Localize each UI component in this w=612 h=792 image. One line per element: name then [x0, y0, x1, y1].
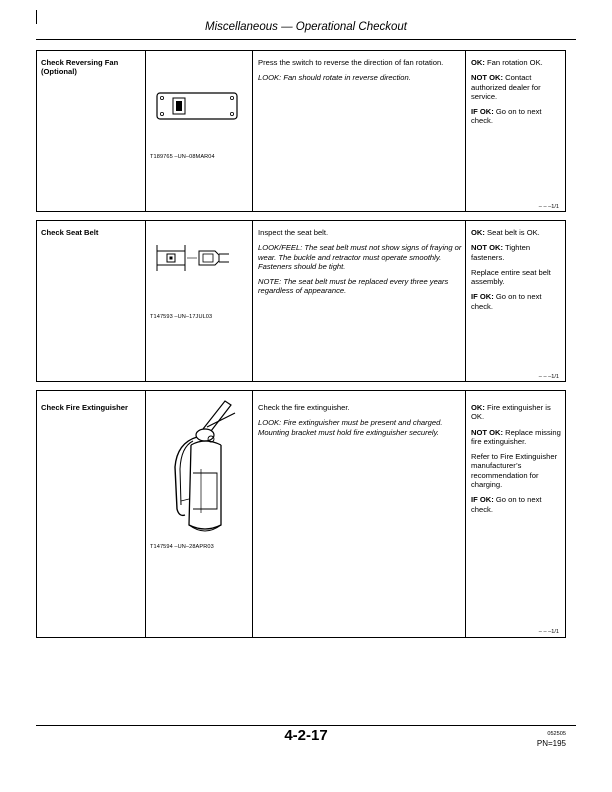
section-instructions	[258, 58, 462, 89]
header-rule	[36, 39, 576, 40]
pn-number: PN=195	[536, 739, 566, 748]
image-code: T147593 –UN–17JUL03	[150, 314, 213, 320]
column-divider	[145, 391, 146, 637]
section-instructions	[258, 228, 462, 302]
section-title: Check Reversing Fan (Optional)	[41, 58, 119, 77]
doc-code: 052505	[547, 731, 566, 737]
column-divider	[252, 221, 253, 381]
column-divider	[145, 51, 146, 211]
look-text: LOOK/FEEL: The seat belt must not show signs of fraying or wear. The buckle and retractor must operate smoothly. Fasteners should be tight.	[258, 243, 462, 271]
note-text: NOTE: The seat belt must be replaced every three years regardless of appearance.	[258, 277, 449, 296]
image-code: T189765 –UN–08MAR04	[150, 154, 215, 160]
fire-extinguisher-illustration	[163, 397, 239, 537]
result-not-ok: NOT OK: Contact authorized dealer for service.	[471, 73, 541, 101]
section-fire-extinguisher	[36, 390, 566, 638]
result-if-ok: IF OK: Go on to next check.	[471, 107, 542, 126]
result-ok: OK: Fire extinguisher is OK.	[471, 403, 551, 422]
result-if-ok: IF OK: Go on to next check.	[471, 495, 542, 514]
section-results	[471, 403, 561, 520]
page-header-title: Miscellaneous — Operational Checkout	[205, 21, 407, 33]
section-results	[471, 228, 561, 317]
column-divider	[465, 221, 466, 381]
section-title: Check Seat Belt	[41, 228, 99, 237]
result-replace: Replace entire seat belt assembly.	[471, 267, 551, 287]
instruction-text: Check the fire extinguisher.	[258, 403, 350, 412]
page-number: 4-2-17	[284, 727, 328, 744]
column-divider	[145, 221, 146, 381]
end-mark: – – –1/1	[538, 204, 559, 210]
section-instructions	[258, 403, 462, 443]
section-reversing-fan	[36, 50, 566, 212]
seat-belt-illustration	[155, 243, 239, 273]
result-if-ok: IF OK: Go on to next check.	[471, 292, 542, 311]
instruction-text: Inspect the seat belt.	[258, 228, 329, 237]
result-ok: OK: Seat belt is OK.	[471, 228, 540, 237]
column-divider	[465, 391, 466, 637]
footer-rule	[36, 725, 576, 726]
section-title: Check Fire Extinguisher	[41, 403, 128, 412]
result-refer: Refer to Fire Extinguisher manufacturer’s recommendation for charging.	[471, 452, 558, 490]
end-mark: – – –1/1	[538, 629, 559, 635]
result-not-ok: NOT OK: Replace missing fire extinguisher.	[471, 427, 561, 446]
result-ok: OK: Fan rotation OK.	[471, 58, 543, 67]
image-code: T147594 –UN–28APR03	[150, 544, 214, 550]
instruction-text: Press the switch to reverse the direction of fan rotation.	[258, 58, 444, 67]
section-seat-belt	[36, 220, 566, 382]
fan-switch-illustration	[155, 89, 239, 129]
section-results	[471, 58, 561, 132]
result-not-ok: NOT OK: Tighten fasteners.	[471, 243, 531, 262]
column-divider	[252, 51, 253, 211]
look-text: LOOK: Fire extinguisher must be present and charged. Mounting bracket must hold fire extinguisher securely.	[258, 418, 443, 437]
column-divider	[465, 51, 466, 211]
look-text: LOOK: Fan should rotate in reverse direction.	[258, 73, 411, 83]
end-mark: – – –1/1	[538, 374, 559, 380]
column-divider	[252, 391, 253, 637]
